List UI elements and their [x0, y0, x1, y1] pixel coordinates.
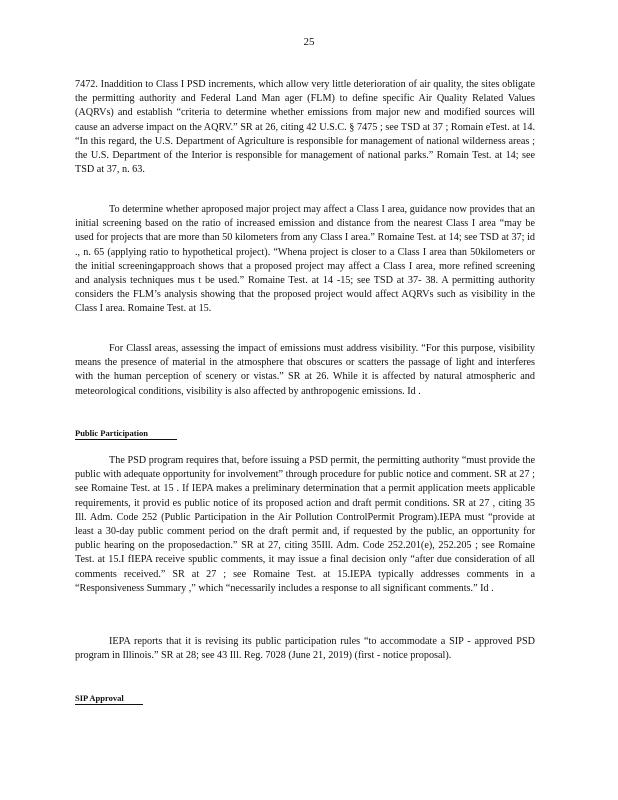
paragraph-text: To determine whether aproposed major project may affect a Class I area, guidance now provides that an initial screening based on the ratio of increased emission and distance from the nearest Class I area “may be used for projects that are more than 50 kilometers from any Class I area.” Romaine Test. at 14; see TSD at 37; id ., n. 65 (applying ratio to hypothetical project). “Whena project is closer to a Class I area than 50kilometers or the initial screeningapproach shows that a proposed project may affect a Class I area, more refined screening and analysis techniques mus t be used.” Romaine Test. at 14 -15; see TSD at 37- 38. A permitting authority considers the FLM’s analysis showing that the proposed project would affect AQRVs such as visibility in the Class I area. Romaine Test. at 15. [75, 204, 535, 315]
paragraph-text: For ClassI areas, assessing the impact of emissions must address visibility. “For this purpose, visibility means the presence of material in the atmosphere that obscures or scatters the passage of light and interferes with the human perception of scenery or vistas.” SR at 26. While it is affected by natural atmospheric and meteorological conditions, visibility is also affected by anthropogenic emissions. Id . [75, 343, 535, 397]
paragraph-screening [75, 203, 535, 317]
paragraph-text: The PSD program requires that, before issuing a PSD permit, the permitting authority “must provide the public with adequate opportunity for involvement” through procedure for public notice and comment. SR at 27 ; see Romaine Test. at 15 . If IEPA makes a preliminary determination that a permit application meets applicable requirements, it provid es public notice of its proposed action and draft permit conditions. SR at 27 , citing 35 Ill. Adm. Code 252 (Public Participation in the Air Pollution ControlPermit Program).IEPA must “provide at least a 30-day public comment period on the draft permit and, if requested by the public, an opportunity for public hearing on the proposedaction.” SR at 27, citing 35Ill. Adm. Code 252.201(e), 252.205 ; see Romaine Test. at 15.I fIEPA receive spublic comments, it may issue a final decision only “after due consideration of all comments received.” SR at 27 ; see Romaine Test. at 15.IEPA typically addresses comments in a “Responsiveness Summary ,” which “necessarily includes a response to all significant comments.” Id . [75, 455, 535, 594]
paragraph-psd-program [75, 454, 535, 596]
paragraph-visibility [75, 342, 535, 399]
heading-public-participation: Public Participation [75, 428, 148, 438]
heading-underline [75, 704, 143, 705]
page-number: 25 [303, 36, 315, 48]
paragraph-class-i-aqrv [75, 78, 535, 177]
heading-underline [75, 439, 177, 440]
paragraph-text: IEPA reports that it is revising its public participation rules “to accommodate a SIP - approved PSD program in Illinois.” SR at 28; see 43 Ill. Reg. 7028 (June 21, 2019) (first - notice proposal). [75, 636, 535, 662]
heading-sip-approval: SIP Approval [75, 693, 124, 703]
paragraph-text: 7472. Inaddition to Class I PSD increments, which allow very little deterioration of air quality, the sites obligate the permitting authority and Federal Land Man ager (FLM) to define specific Air Quality Related Values (AQRVs) and establish “criteria to determine whether emissions from major new and modified sources will cause an adverse impact on the AQRV.” SR at 26, citing 42 U.S.C. § 7475 ; see TSD at 37 ; Romain eTest. at 14. “In this regard, the U.S. Department of Agriculture is responsible for management of national wilderness areas ; the U.S. Department of the Interior is responsible for management of national parks.” Romain Test. at 14; see TSD at 37, n. 63. [75, 79, 535, 176]
paragraph-iepa-revising [75, 635, 535, 663]
